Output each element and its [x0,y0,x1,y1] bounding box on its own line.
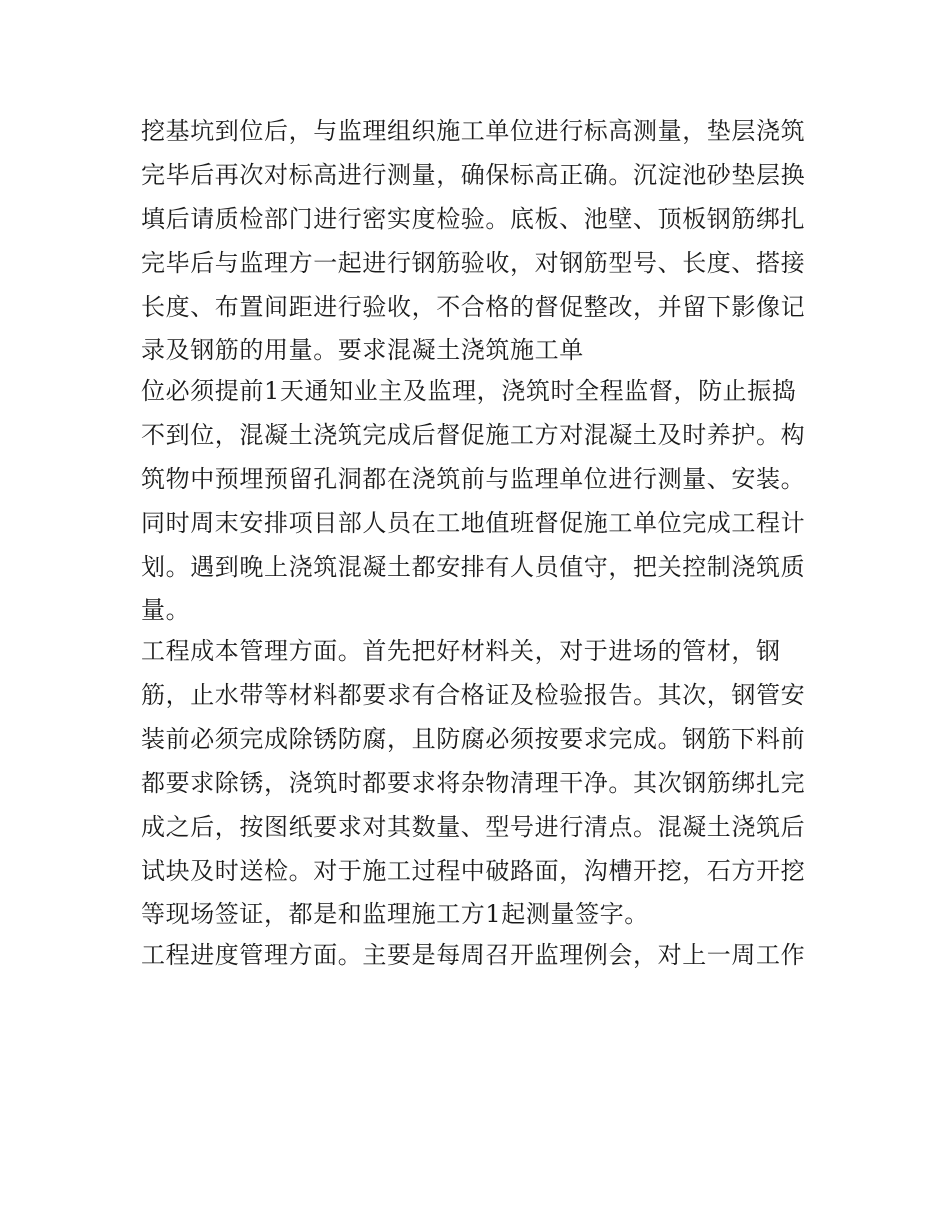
text-line: 试块及时送检。对于施工过程中破路面，沟槽开挖，石方开挖 [141,857,806,885]
text-line: 工程成本管理方面。首先把好材料关，对于进场的管材，钢 [141,637,781,665]
text-line: 填后请质检部门进行密实度检验。底板、池壁、顶板钢筋绑扎 [141,205,806,233]
text-line: 筑物中预埋预留孔洞都在浇筑前与监理单位进行测量、安装。 [141,465,806,493]
text-line: 位必须提前1天通知业主及监理，浇筑时全程监督，防止振捣 [141,377,797,405]
text-line: 都要求除锈，浇筑时都要求将杂物清理干净。其次钢筋绑扎完 [141,769,806,797]
text-line: 工程进度管理方面。主要是每周召开监理例会，对上一周工作 [141,941,806,969]
text-line: 装前必须完成除锈防腐，且防腐必须按要求完成。钢筋下料前 [141,725,806,753]
text-line: 量。 [141,596,191,624]
body-text [141,110,821,969]
text-line: 成之后，按图纸要求对其数量、型号进行清点。混凝土浇筑后 [141,813,806,841]
text-line: 挖基坑到位后，与监理组织施工单位进行标高测量，垫层浇筑 [141,117,806,145]
text-line: 完毕后与监理方一起进行钢筋验收，对钢筋型号、长度、搭接 [141,249,806,277]
text-line: 长度、布置间距进行验收，不合格的督促整改，并留下影像记 [141,293,806,321]
text-line: 录及钢筋的用量。要求混凝土浇筑施工单 [141,336,584,364]
text-line: 划。遇到晚上浇筑混凝土都安排有人员值守，把关控制浇筑质 [141,553,806,581]
text-line: 筋，止水带等材料都要求有合格证及检验报告。其次，钢管安 [141,681,806,709]
text-line: 不到位，混凝土浇筑完成后督促施工方对混凝土及时养护。构 [141,421,806,449]
text-line: 同时周末安排项目部人员在工地值班督促施工单位完成工程计 [141,509,806,537]
text-line: 等现场签证，都是和监理施工方1起测量签字。 [141,900,649,928]
text-line: 完毕后再次对标高进行测量，确保标高正确。沉淀池砂垫层换 [141,161,806,189]
